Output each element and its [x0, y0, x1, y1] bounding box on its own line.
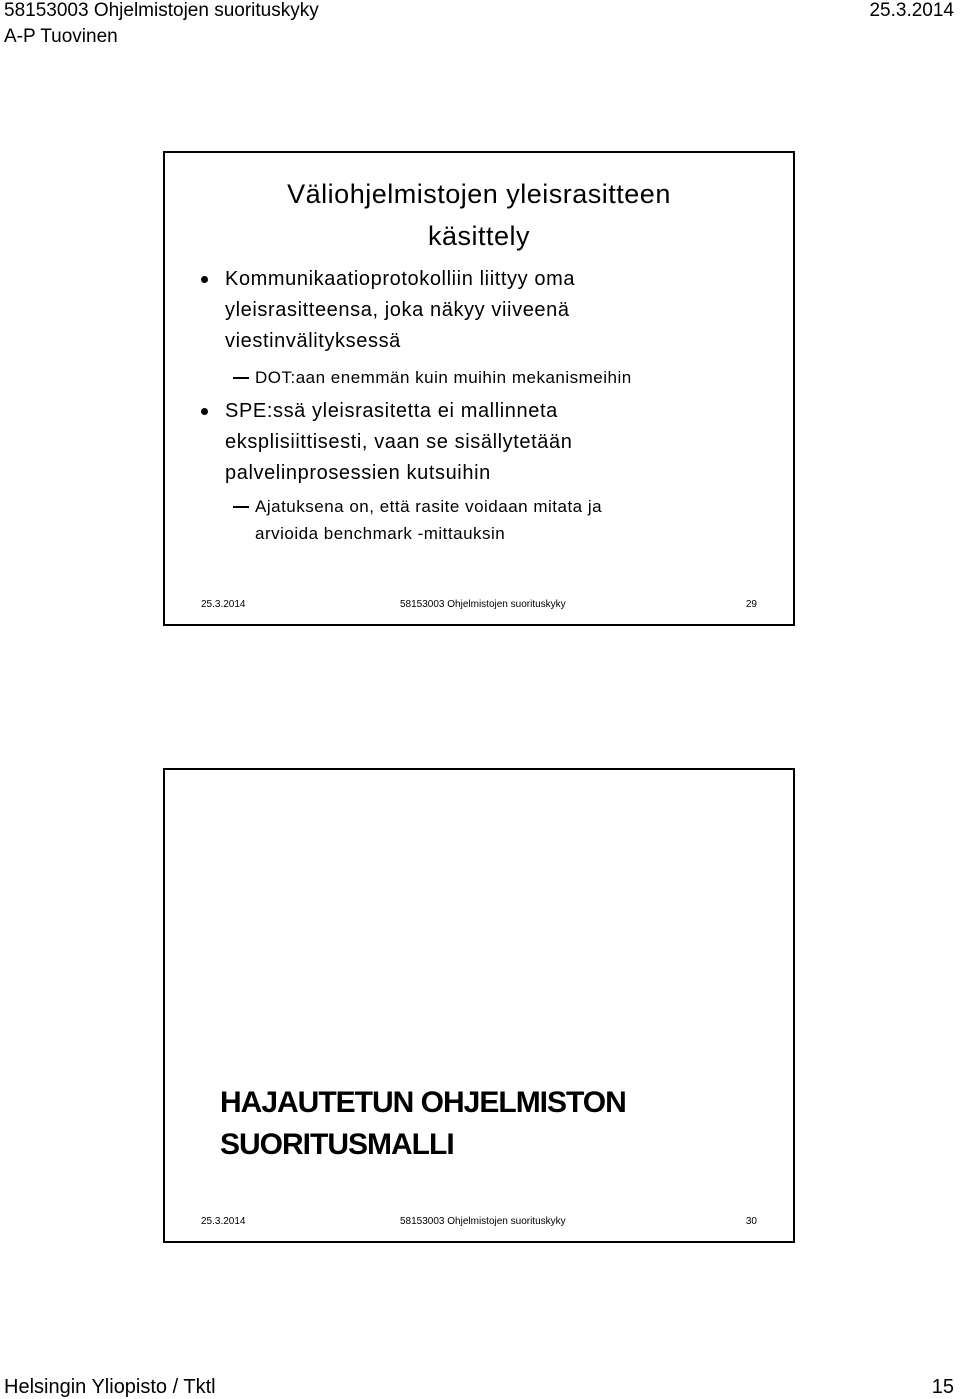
bullet-line: Kommunikaatioprotokolliin liittyy oma [225, 268, 576, 290]
section-title-line: SUORITUSMALLI [220, 1128, 454, 1161]
bullet-line: yleisrasitteensa, joka näkyy viiveenä [225, 299, 570, 321]
dash-icon [233, 506, 249, 508]
bullet-item [205, 396, 765, 489]
bullet-icon [201, 408, 208, 415]
slide-title [165, 173, 793, 257]
slide-footer-date: 25.3.2014 [201, 599, 246, 610]
header-date: 25.3.2014 [869, 0, 954, 21]
bullet-line: eksplisiittisesti, vaan se sisällytetään [225, 431, 573, 453]
slide-footer-page: 30 [745, 1216, 757, 1227]
sub-bullet-item [233, 493, 753, 547]
sub-bullet-line: Ajatuksena on, että rasite voidaan mitata ja [255, 497, 603, 516]
bullet-line: palvelinprosessien kutsuihin [225, 462, 491, 484]
slide-footer-course: 58153003 Ohjelmistojen suorituskyky [400, 1216, 566, 1227]
page-footer-institution: Helsingin Yliopisto / Tktl [4, 1376, 216, 1398]
sub-bullet-item [233, 364, 753, 391]
header-course: 58153003 Ohjelmistojen suorituskyky [4, 0, 319, 21]
dash-icon [233, 377, 249, 379]
slide-title-line: käsittely [427, 221, 531, 251]
bullet-item [205, 264, 765, 357]
slide-30 [163, 768, 795, 1243]
sub-bullet-line: DOT:aan enemmän kuin muihin mekanismeihin [255, 368, 632, 387]
slide-title-line: Väliohjelmistojen yleisrasitteen [287, 179, 671, 209]
section-title [220, 1082, 760, 1166]
slide-29 [163, 151, 795, 626]
slide-footer-course: 58153003 Ohjelmistojen suorituskyky [400, 599, 566, 610]
header-author: A-P Tuovinen [4, 26, 118, 47]
slide-footer-page: 29 [745, 599, 757, 610]
page-footer-number: 15 [931, 1376, 954, 1398]
bullet-line: SPE:ssä yleisrasitetta ei mallinneta [225, 400, 558, 422]
slide-footer-date: 25.3.2014 [201, 1216, 246, 1227]
bullet-line: viestinvälityksessä [225, 330, 401, 352]
sub-bullet-line: arvioida benchmark -mittauksin [255, 524, 506, 543]
section-title-line: HAJAUTETUN OHJELMISTON [220, 1086, 626, 1119]
bullet-icon [201, 276, 208, 283]
